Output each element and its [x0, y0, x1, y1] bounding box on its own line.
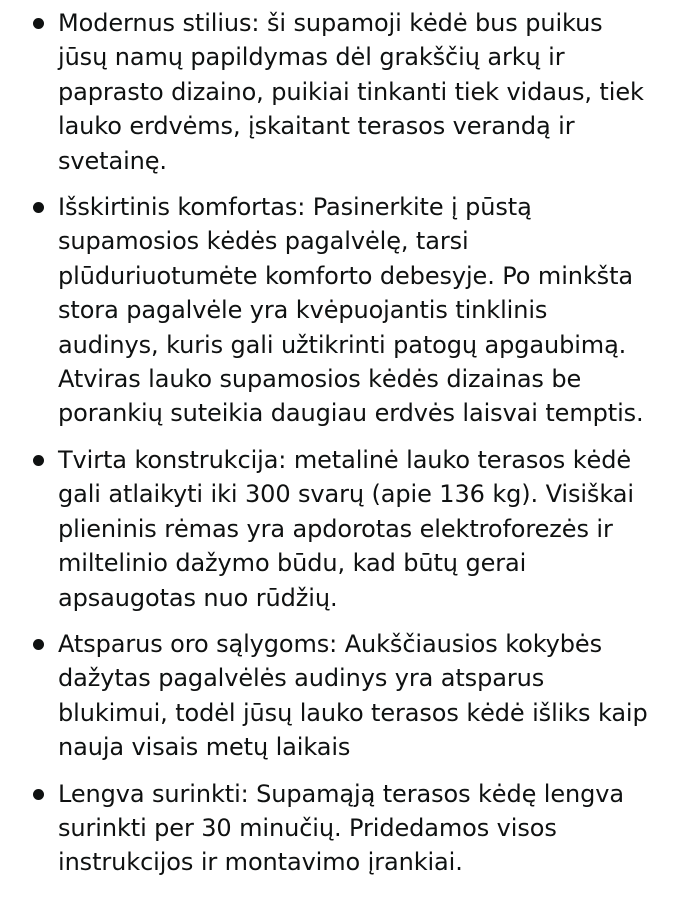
- feature-text: Atsparus oro sąlygoms: Aukščiausios kokybės dažytas pagalvėlės audinys yra atsparus blukimui, todėl jūsų lauko terasos kėdė išliks kaip nauja visais metų laikais: [58, 629, 648, 762]
- feature-item-construction: [0, 443, 675, 615]
- bullet-dot-icon: [33, 789, 44, 800]
- feature-item-comfort: [0, 190, 675, 431]
- feature-text: Tvirta konstrukcija: metalinė lauko terasos kėdė gali atlaikyti iki 300 svarų (apie 136 kg). Visiškai plieninis rėmas yra apdorotas elektroforezės ir miltelinio dažymo būdu, kad būtų gerai apsaugotas nuo rūdžių.: [58, 445, 634, 612]
- feature-bullet-list: [0, 6, 675, 892]
- bullet-dot-icon: [33, 18, 44, 29]
- feature-item-weather-resistant: [0, 627, 675, 765]
- feature-item-easy-assembly: [0, 777, 675, 880]
- bullet-dot-icon: [33, 202, 44, 213]
- feature-item-modern-style: [0, 6, 675, 178]
- feature-text: Išskirtinis komfortas: Pasinerkite į pūstą supamosios kėdės pagalvėlę, tarsi plūduriuotumėte komforto debesyje. Po minkšta stora pagalvėle yra kvėpuojantis tinklinis audinys, kuris gali užtikrinti patogų apgaubimą. Atviras lauko supamosios kėdės dizainas be porankių suteikia daugiau erdvės laisvai temptis.: [58, 193, 644, 428]
- bullet-dot-icon: [33, 639, 44, 650]
- feature-text: Lengva surinkti: Supamąją terasos kėdę lengva surinkti per 30 minučių. Pridedamos visos instrukcijos ir montavimo įrankiai.: [58, 779, 624, 877]
- bullet-dot-icon: [33, 455, 44, 466]
- feature-text: Modernus stilius: ši supamoji kėdė bus puikus jūsų namų papildymas dėl grakščių arkų ir paprasto dizaino, puikiai tinkanti tiek vidaus, tiek lauko erdvėms, įskaitant terasos verandą ir svetainę.: [58, 9, 644, 175]
